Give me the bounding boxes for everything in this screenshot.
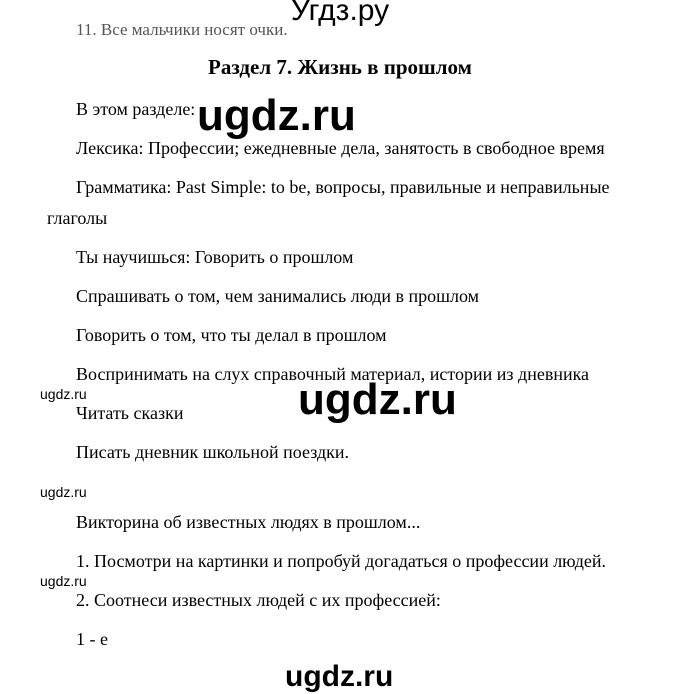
watermark-small-3: ugdz.ru — [40, 573, 87, 589]
watermark-large-middle: ugdz.ru — [298, 375, 457, 424]
paragraph-task-1: 1. Посмотри на картинки и попробуй догадаться о профессии людей. — [76, 551, 606, 571]
paragraph-vocabulary: Лексика: Профессии; ежедневные дела, занятость в свободное время — [76, 138, 605, 158]
paragraph-grammar-line2: глаголы — [47, 208, 108, 228]
cut-off-text-line: 11. Все мальчики носят очки. — [76, 20, 288, 39]
paragraph-task-2: 2. Соотнеси известных людей с их профессией: — [76, 590, 441, 610]
paragraph-listening: Воспринимать на слух справочный материал, истории из дневника — [76, 364, 590, 384]
paragraph-grammar-line1: Грамматика: Past Simple: to be, вопросы, правильные и неправильные — [76, 177, 610, 197]
watermark-small-2: ugdz.ru — [40, 484, 87, 500]
watermark-large-bottom: ugdz.ru — [285, 660, 394, 693]
paragraph-reading: Читать сказки — [76, 403, 184, 423]
paragraph-writing: Писать дневник школьной поездки. — [76, 442, 350, 462]
site-header-title: Угдз.ру — [290, 0, 390, 27]
paragraph-answer: 1 - е — [76, 629, 108, 649]
watermark-small-1: ugdz.ru — [40, 386, 87, 402]
paragraph-you-will-learn: Ты научишься: Говорить о прошлом — [76, 247, 354, 267]
paragraph-quiz: Викторина об известных людях в прошлом... — [76, 512, 421, 532]
paragraph-ask-about-past: Спрашивать о том, чем занимались люди в прошлом — [76, 286, 480, 306]
section-title: Раздел 7. Жизнь в прошлом — [208, 55, 472, 79]
paragraph-talk-about-past: Говорить о том, что ты делал в прошлом — [76, 325, 387, 345]
watermark-large-top: ugdz.ru — [197, 91, 356, 140]
paragraph-intro: В этом разделе: — [76, 99, 196, 119]
